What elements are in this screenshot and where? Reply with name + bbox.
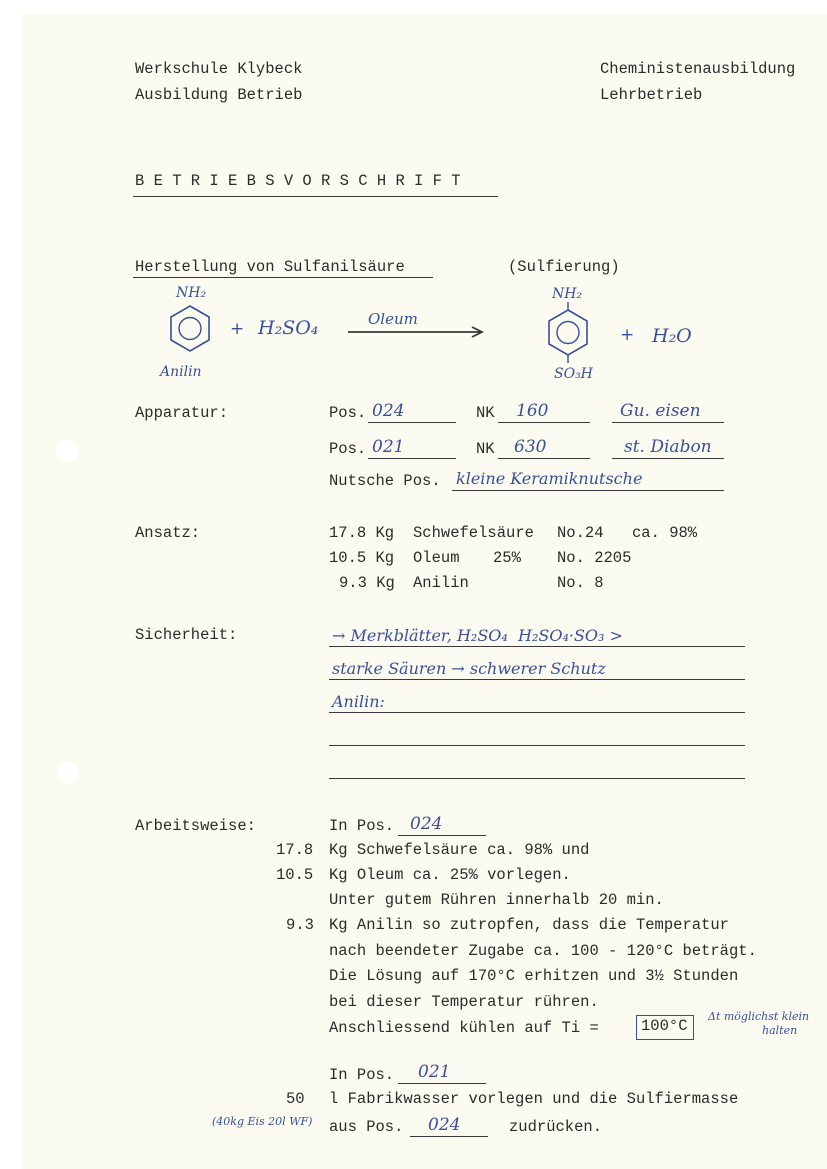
apparatur-row2-nk-label: NK: [476, 440, 495, 458]
catalyst-label: Oleum: [368, 310, 418, 328]
water-text: l Fabrikwasser vorlegen und die Sulfiermasse: [329, 1090, 739, 1108]
step-6-text: Die Lösung auf 170°C erhitzen und 3½ Stunden: [329, 967, 739, 985]
product-top-group: NH₂: [552, 286, 583, 302]
plus-sign-2: +: [620, 325, 635, 345]
ansatz-row1-no: No.24: [557, 524, 604, 542]
sicherheit-line-2: [329, 679, 745, 680]
sicherheit-line-5: [329, 778, 745, 779]
header-left-line1: Werkschule Klybeck: [135, 60, 303, 78]
reactant-name: Anilin: [160, 364, 202, 380]
apparatur-row2-nk-value: 630: [514, 437, 547, 457]
ansatz-row3-no: No. 8: [557, 574, 604, 592]
apparatur-row1-material-line: [612, 422, 724, 423]
pos2-value: 021: [418, 1062, 451, 1082]
cool-value: 100°C: [641, 1017, 688, 1035]
cool-note-line1: Δt möglichst klein: [708, 1010, 810, 1023]
punch-hole-upper: [56, 440, 78, 462]
sicherheit-text-3: Anilin:: [332, 692, 385, 711]
arbeitsweise-label: Arbeitsweise:: [135, 817, 256, 835]
arbeitsweise-pos-value: 024: [410, 814, 443, 834]
product-bottom-group: SO₃H: [554, 366, 593, 382]
ansatz-row2-no: No. 2205: [557, 549, 632, 567]
section-title: Herstellung von Sulfanilsäure: [135, 258, 405, 276]
step-1-num: 17.8: [276, 841, 314, 859]
apparatur-row1-pos-line: [368, 422, 456, 423]
pos2-text: In Pos.: [329, 1066, 395, 1084]
reactant-group-label: NH₂: [176, 285, 207, 301]
ansatz-label: Ansatz:: [135, 524, 201, 542]
step-5-text: nach beendeter Zugabe ca. 100 - 120°C beträgt.: [329, 942, 757, 960]
apparatur-row2-pos-label: Pos.: [329, 440, 367, 458]
apparatur-row1-pos-label: Pos.: [329, 404, 367, 422]
header-left-line2: Ausbildung Betrieb: [135, 86, 303, 104]
apparatur-row2-pos-line: [368, 458, 456, 459]
step-1-text: Kg Schwefelsäure ca. 98% und: [329, 841, 590, 859]
reagent-formula: H₂SO₄: [258, 317, 319, 339]
title-underline: [133, 196, 498, 197]
cool-text: Anschliessend kühlen auf Ti =: [329, 1019, 599, 1037]
ansatz-row2-conc: 25%: [493, 549, 521, 567]
byproduct-formula: H₂O: [652, 325, 692, 347]
step-4-num: 9.3: [286, 916, 314, 934]
section-title-underline: [133, 277, 433, 278]
ansatz-row1-amount: 17.8 Kg: [329, 524, 395, 542]
pos2-line: [398, 1083, 486, 1084]
apparatur-row1-nk-line: [498, 422, 590, 423]
sicherheit-label: Sicherheit:: [135, 626, 238, 644]
step-2-text: Kg Oleum ca. 25% vorlegen.: [329, 866, 571, 884]
ansatz-row1-extra: ca. 98%: [632, 524, 698, 542]
apparatur-row2-nk-line: [498, 458, 590, 459]
sicherheit-text-2: starke Säuren → schwerer Schutz: [332, 659, 606, 678]
step-3-text: Unter gutem Rühren innerhalb 20 min.: [329, 891, 664, 909]
sicherheit-line-4: [329, 745, 745, 746]
apparatur-row1-nk-value: 160: [516, 401, 549, 421]
push-text: zudrücken.: [509, 1118, 603, 1136]
sicherheit-line-1: [329, 646, 745, 647]
document-title: B E T R I E B S V O R S C H R I F T: [135, 172, 461, 190]
water-num: 50: [286, 1090, 305, 1108]
arbeitsweise-pos-text: In Pos.: [329, 817, 395, 835]
ansatz-row2-amount: 10.5 Kg: [329, 549, 395, 567]
from-line: [410, 1136, 488, 1137]
reaction-arrow: [348, 326, 488, 338]
benzene-ring-reactant: [168, 304, 212, 354]
ansatz-row1-substance: Schwefelsäure: [413, 524, 534, 542]
apparatur-row2-material: st. Diabon: [624, 437, 712, 457]
cool-note-line2: halten: [762, 1024, 798, 1037]
nutsche-label: Nutsche Pos.: [329, 472, 441, 490]
ansatz-row2-substance: Oleum: [413, 549, 460, 567]
sicherheit-text-1: → Merkblätter, H₂SO₄ H₂SO₄·SO₃ >: [332, 626, 623, 645]
arbeitsweise-pos-line: [398, 835, 486, 836]
nutsche-value: kleine Keramiknutsche: [456, 469, 643, 488]
apparatur-row2-material-line: [612, 458, 724, 459]
apparatur-row1-pos-value: 024: [372, 401, 405, 421]
punch-hole-lower: [58, 762, 78, 784]
ansatz-row3-substance: Anilin: [413, 574, 469, 592]
sicherheit-line-3: [329, 712, 745, 713]
nutsche-line: [452, 490, 724, 491]
step-7-text: bei dieser Temperatur rühren.: [329, 993, 599, 1011]
from-value: 024: [428, 1115, 461, 1135]
ansatz-row3-amount: 9.3 Kg: [339, 574, 395, 592]
section-subtitle: (Sulfierung): [508, 258, 620, 276]
header-right-line2: Lehrbetrieb: [600, 86, 703, 104]
apparatur-label: Apparatur:: [135, 404, 229, 422]
apparatur-row2-pos-value: 021: [372, 437, 405, 457]
plus-sign-1: +: [230, 319, 245, 339]
step-2-num: 10.5: [276, 866, 314, 884]
benzene-ring-product: [546, 308, 590, 358]
header-right-line1: Cheministenausbildung: [600, 60, 796, 78]
step-4-text: Kg Anilin so zutropfen, dass die Temperatur: [329, 916, 729, 934]
apparatur-row1-material: Gu. eisen: [620, 401, 701, 421]
apparatur-row1-nk-label: NK: [476, 404, 495, 422]
from-text: aus Pos.: [329, 1118, 404, 1136]
water-note: (40kg Eis 20l WF): [212, 1115, 313, 1128]
